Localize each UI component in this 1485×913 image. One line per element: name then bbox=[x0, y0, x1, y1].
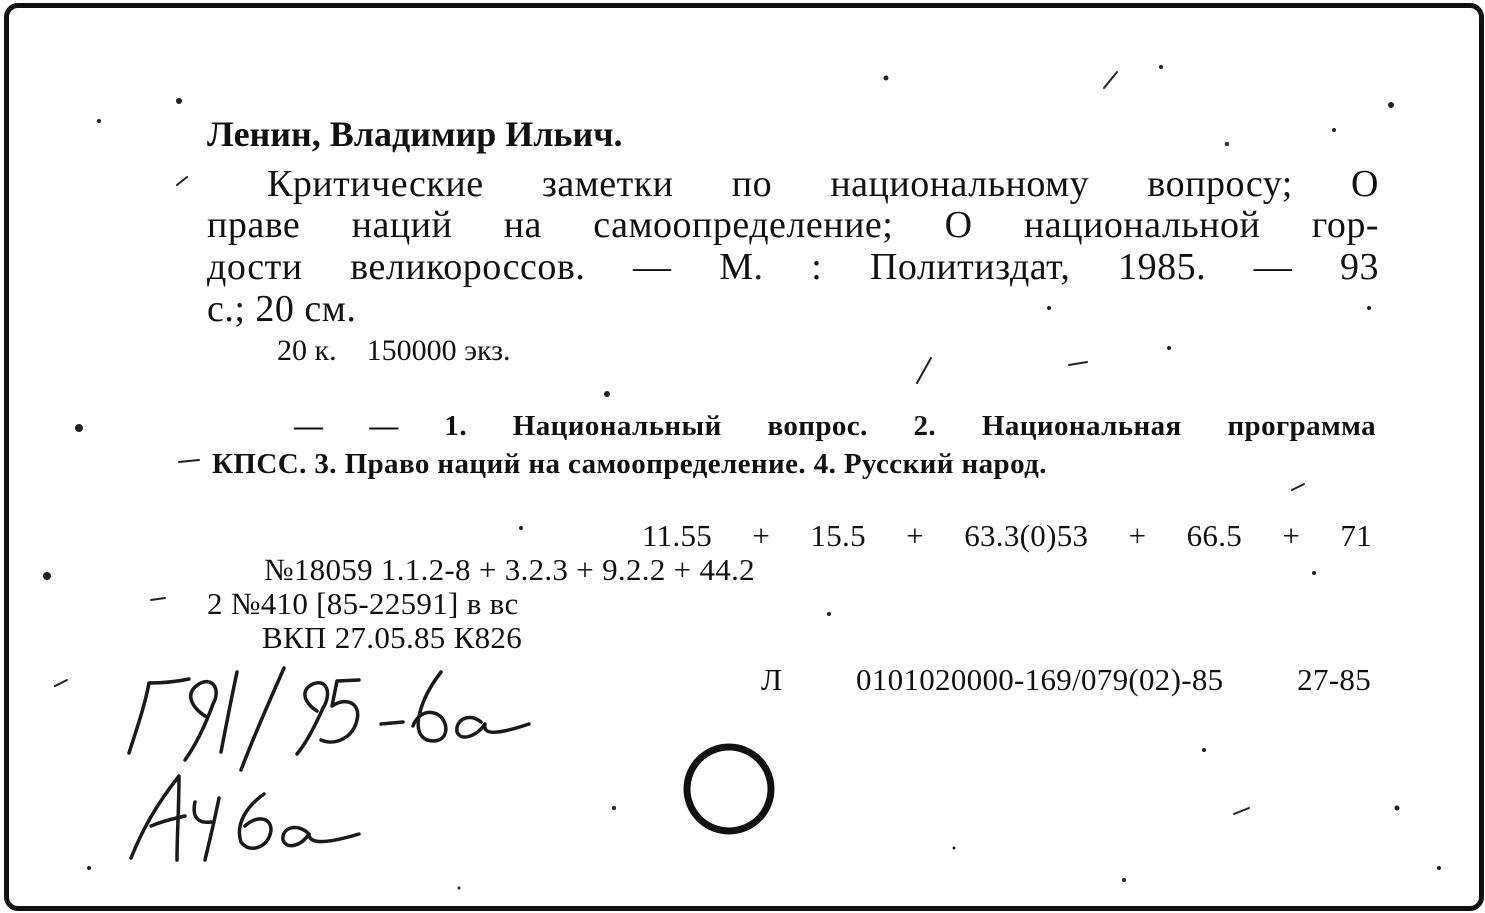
classification-index: 11.55 + 15.5 + 63.3(0)53 + 66.5 + 71 bbox=[642, 518, 1372, 553]
catalog-number-line: 2 №410 [85-22591] в вс bbox=[207, 586, 519, 621]
description-line: праве наций на самоопределение; О национальной гор- bbox=[207, 204, 1379, 246]
publisher-code: Л 0101020000-169/079(02)-85 27-85 bbox=[761, 662, 1371, 697]
description-line: дости великороссов. — М. : Политиздат, 1985. — 93 bbox=[207, 246, 1379, 288]
author-heading: Ленин, Владимир Ильич. bbox=[207, 114, 623, 154]
subject-headings-line: КПСС. 3. Право наций на самоопределение. 4. Русский народ. bbox=[212, 448, 1047, 480]
catalog-number-line: ВКП 27.05.85 К826 bbox=[262, 620, 523, 655]
catalog-number-line: №18059 1.1.2-8 + 3.2.3 + 9.2.2 + 44.2 bbox=[264, 552, 755, 587]
description-line: с.; 20 см. bbox=[207, 288, 357, 330]
catalog-card bbox=[4, 3, 1484, 911]
print-specks bbox=[9, 8, 1479, 906]
description-line: Критические заметки по национальному вопросу; О bbox=[267, 163, 1379, 205]
price-print-run: 20 к. 150000 экз. bbox=[277, 334, 511, 367]
subject-headings-line: — — 1. Национальный вопрос. 2. Национальная программа bbox=[294, 410, 1376, 442]
